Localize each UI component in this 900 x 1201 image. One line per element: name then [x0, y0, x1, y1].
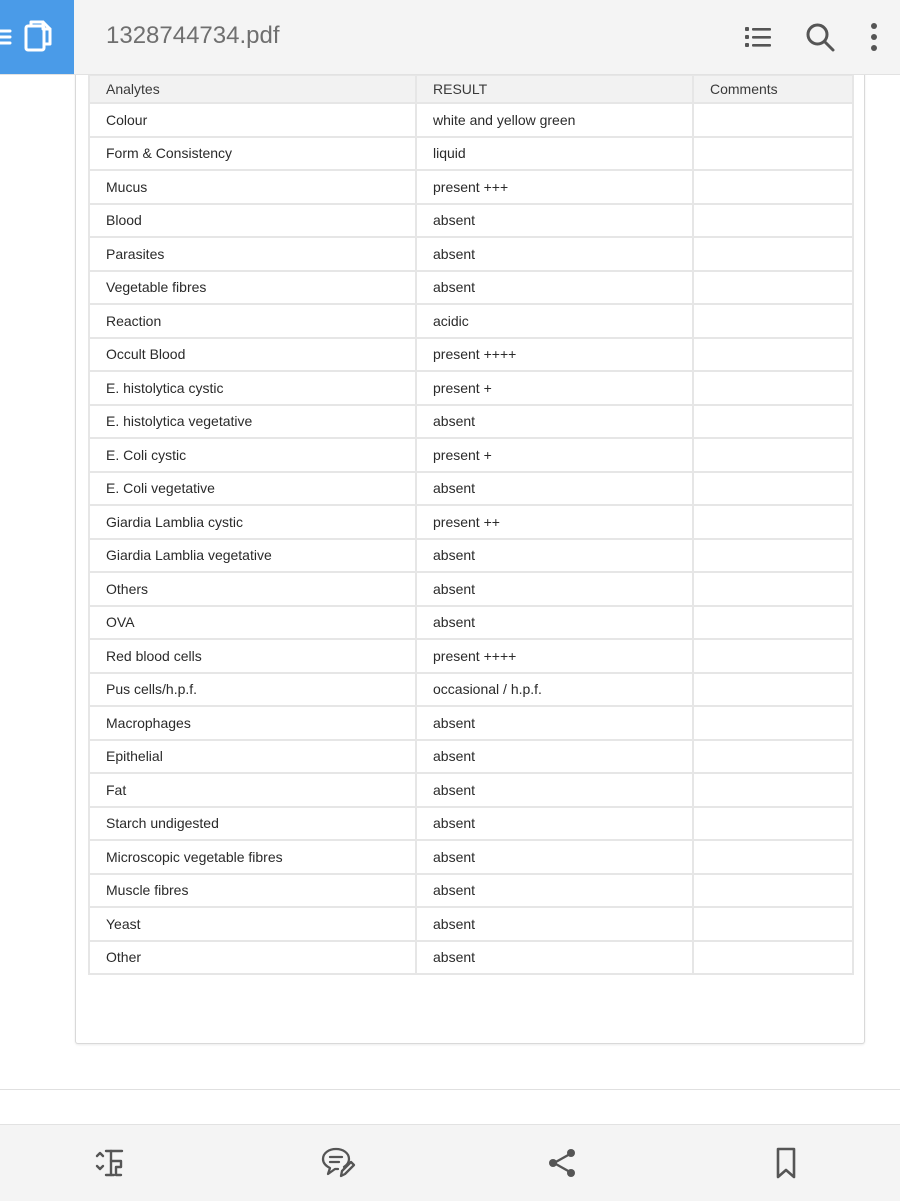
result-cell: liquid [416, 137, 693, 171]
comment-cell [693, 505, 853, 539]
comment-cell [693, 673, 853, 707]
analyte-cell: Pus cells/h.p.f. [89, 673, 416, 707]
analyte-cell: Other [89, 941, 416, 975]
analyte-cell: Occult Blood [89, 338, 416, 372]
analyte-cell: Fat [89, 773, 416, 807]
table-row [89, 907, 853, 941]
result-cell: present ++++ [416, 639, 693, 673]
analyte-cell: Form & Consistency [89, 137, 416, 171]
bottom-toolbar [0, 1124, 900, 1201]
comment-cell [693, 103, 853, 137]
result-cell: present ++ [416, 505, 693, 539]
analyte-cell: Microscopic vegetable fibres [89, 840, 416, 874]
comment-cell [693, 572, 853, 606]
result-cell: absent [416, 237, 693, 271]
result-cell: absent [416, 706, 693, 740]
table-row [89, 304, 853, 338]
column-header-result: RESULT [416, 75, 693, 103]
result-cell: present ++++ [416, 338, 693, 372]
comment-cell [693, 204, 853, 238]
table-row [89, 103, 853, 137]
analyte-cell: OVA [89, 606, 416, 640]
comment-cell [693, 706, 853, 740]
table-row [89, 639, 853, 673]
top-app-bar [0, 0, 900, 75]
pdf-page [75, 60, 865, 1044]
result-cell: present + [416, 438, 693, 472]
bookmark-button[interactable] [768, 1145, 804, 1181]
analyte-cell: Epithelial [89, 740, 416, 774]
analyte-cell: Blood [89, 204, 416, 238]
comment-cell [693, 237, 853, 271]
result-cell: acidic [416, 304, 693, 338]
analyte-cell: Red blood cells [89, 639, 416, 673]
page-divider [0, 1089, 900, 1090]
analyte-cell: Yeast [89, 907, 416, 941]
comment-cell [693, 874, 853, 908]
analyte-cell: Muscle fibres [89, 874, 416, 908]
table-row [89, 606, 853, 640]
result-cell: absent [416, 405, 693, 439]
comment-cell [693, 807, 853, 841]
analyte-cell: Mucus [89, 170, 416, 204]
comment-cell [693, 639, 853, 673]
result-cell: white and yellow green [416, 103, 693, 137]
document-title: 1328744734.pdf [106, 22, 280, 49]
analyte-cell: E. histolytica cystic [89, 371, 416, 405]
analyte-cell: E. Coli vegetative [89, 472, 416, 506]
analyte-cell: Reaction [89, 304, 416, 338]
menu-documents-icon [0, 0, 74, 74]
table-row [89, 338, 853, 372]
outline-list-button[interactable] [740, 19, 776, 55]
comment-cell [693, 941, 853, 975]
comment-cell [693, 907, 853, 941]
table-body [89, 103, 853, 974]
analyte-cell: Others [89, 572, 416, 606]
table-row [89, 137, 853, 171]
analyte-cell: Giardia Lamblia cystic [89, 505, 416, 539]
column-header-analytes: Analytes [89, 75, 416, 103]
result-cell: absent [416, 807, 693, 841]
search-icon [802, 19, 838, 55]
result-cell: absent [416, 472, 693, 506]
more-vertical-icon [856, 19, 892, 55]
comment-cell [693, 304, 853, 338]
share-icon [544, 1145, 580, 1181]
table-row [89, 941, 853, 975]
result-cell: absent [416, 539, 693, 573]
table-row [89, 673, 853, 707]
table-row [89, 170, 853, 204]
table-row [89, 572, 853, 606]
result-cell: absent [416, 941, 693, 975]
result-cell: absent [416, 773, 693, 807]
text-reflow-button[interactable] [92, 1145, 128, 1181]
comment-cell [693, 539, 853, 573]
comment-cell [693, 405, 853, 439]
comment-cell [693, 438, 853, 472]
share-button[interactable] [544, 1145, 580, 1181]
result-cell: absent [416, 606, 693, 640]
table-row [89, 505, 853, 539]
table-row [89, 204, 853, 238]
analyte-cell: Colour [89, 103, 416, 137]
text-reflow-icon [92, 1145, 128, 1181]
analyte-cell: Starch undigested [89, 807, 416, 841]
comment-cell [693, 170, 853, 204]
table-row [89, 539, 853, 573]
analyte-cell: Macrophages [89, 706, 416, 740]
table-row [89, 706, 853, 740]
result-cell: absent [416, 572, 693, 606]
comment-cell [693, 137, 853, 171]
more-options-button[interactable] [856, 19, 892, 55]
comment-cell [693, 840, 853, 874]
result-cell: occasional / h.p.f. [416, 673, 693, 707]
table-row [89, 807, 853, 841]
result-cell: absent [416, 204, 693, 238]
analyte-cell: E. Coli cystic [89, 438, 416, 472]
result-cell: absent [416, 271, 693, 305]
analyte-cell: Giardia Lamblia vegetative [89, 539, 416, 573]
table-row [89, 874, 853, 908]
comment-cell [693, 606, 853, 640]
result-cell: present + [416, 371, 693, 405]
comment-button[interactable] [320, 1145, 356, 1181]
table-row [89, 271, 853, 305]
analyte-cell: Parasites [89, 237, 416, 271]
table-header-row [89, 75, 853, 103]
result-cell: absent [416, 740, 693, 774]
table-row [89, 773, 853, 807]
nav-drawer-button[interactable] [0, 0, 74, 74]
table-row [89, 371, 853, 405]
comment-cell [693, 271, 853, 305]
result-cell: absent [416, 907, 693, 941]
table-row [89, 438, 853, 472]
table-row [89, 740, 853, 774]
column-header-comments: Comments [693, 75, 853, 103]
comment-cell [693, 740, 853, 774]
table-row [89, 840, 853, 874]
outline-list-icon [740, 19, 776, 55]
comment-edit-icon [320, 1145, 356, 1181]
table-row [89, 472, 853, 506]
analyte-cell: E. histolytica vegetative [89, 405, 416, 439]
bookmark-icon [768, 1145, 804, 1181]
comment-cell [693, 371, 853, 405]
comment-cell [693, 338, 853, 372]
result-cell: absent [416, 840, 693, 874]
comment-cell [693, 773, 853, 807]
analytes-table [88, 74, 854, 975]
result-cell: absent [416, 874, 693, 908]
analyte-cell: Vegetable fibres [89, 271, 416, 305]
comment-cell [693, 472, 853, 506]
table-row [89, 405, 853, 439]
table-row [89, 237, 853, 271]
result-cell: present +++ [416, 170, 693, 204]
search-button[interactable] [802, 19, 838, 55]
